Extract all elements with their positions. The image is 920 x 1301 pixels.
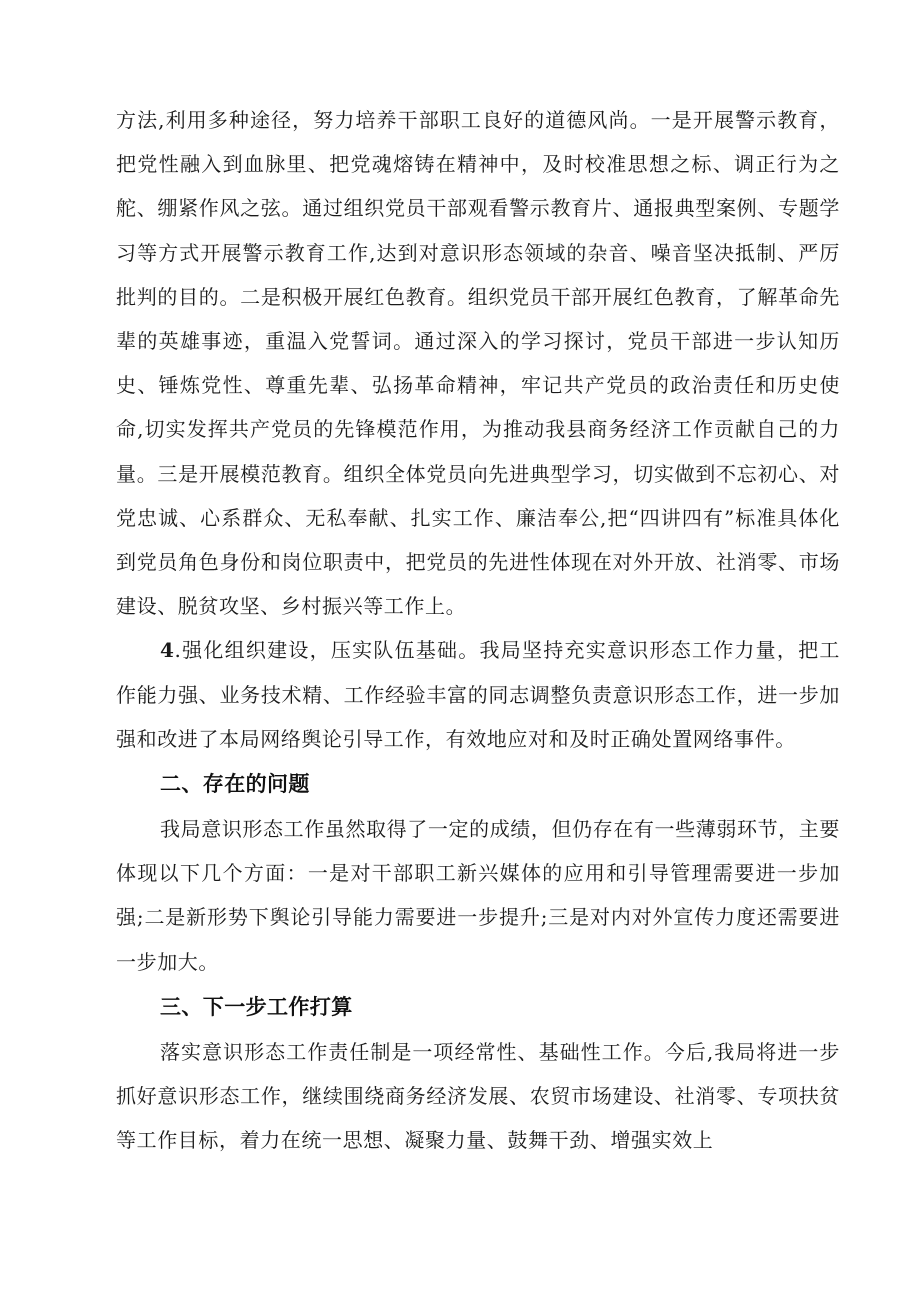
body-paragraph-problems: 我局意识形态工作虽然取得了一定的成绩，但仍存在有一些薄弱环节，主要体现以下几个方面：一是对干部职工新兴媒体的应用和引导管理需要进一步加强;二是新形势下舆论引导能力需要进一步提升;三是对内对外宣传力度还需要进一步加大。 [116,817,840,974]
body-paragraph-organization [116,628,840,761]
section-heading-problems: 二、存在的问题 [160,772,310,797]
item-text: .强化组织建设，压实队伍基础。我局坚持充实意识形态工作力量，把工作能力强、业务技术精、工作经验丰富的同志调整负责意识形态工作，进一步加强和改进了本局网络舆论引导工作，有效地应对和及时正确处置网络事件。 [116,638,840,751]
document-body [116,98,840,1162]
body-paragraph-education: 方法,利用多种途径，努力培养干部职工良好的道德风尚。一是开展警示教育，把党性融入到血脉里、把党魂熔铸在精神中，及时校准思想之标、调正行为之舵、绷紧作风之弦。通过组织党员干部观看警示教育片、通报典型案例、专题学习等方式开展警示教育工作,达到对意识形态领域的杂音、噪音坚决抵制、严厉批判的目的。二是积极开展红色教育。组织党员干部开展红色教育，了解革命先辈的英雄事迹，重温入党誓词。通过深入的学习探讨，党员干部进一步认知历史、锤炼党性、尊重先辈、弘扬革命精神，牢记共产党员的政治责任和历史使命,切实发挥共产党员的先锋模范作用，为推动我县商务经济工作贡献自己的力量。三是开展模范教育。组织全体党员向先进典型学习，切实做到不忘初心、对党忠诚、心系群众、无私奉献、扎实工作、廉洁奉公,把“四讲四有”标准具体化到党员角色身份和岗位职责中，把党员的先进性体现在对外开放、社消零、市场建设、脱贫攻坚、乡村振兴等工作上。 [116,108,840,619]
body-paragraph-next-steps: 落实意识形态工作责任制是一项经常性、基础性工作。今后,我局将进一步抓好意识形态工作，继续围绕商务经济发展、农贸市场建设、社消零、专项扶贫等工作目标，着力在统一思想、凝聚力量、鼓舞干劲、增强实效上 [116,1039,840,1153]
section-heading-next-steps: 三、下一步工作打算 [160,994,353,1019]
item-number: 4 [160,638,175,663]
